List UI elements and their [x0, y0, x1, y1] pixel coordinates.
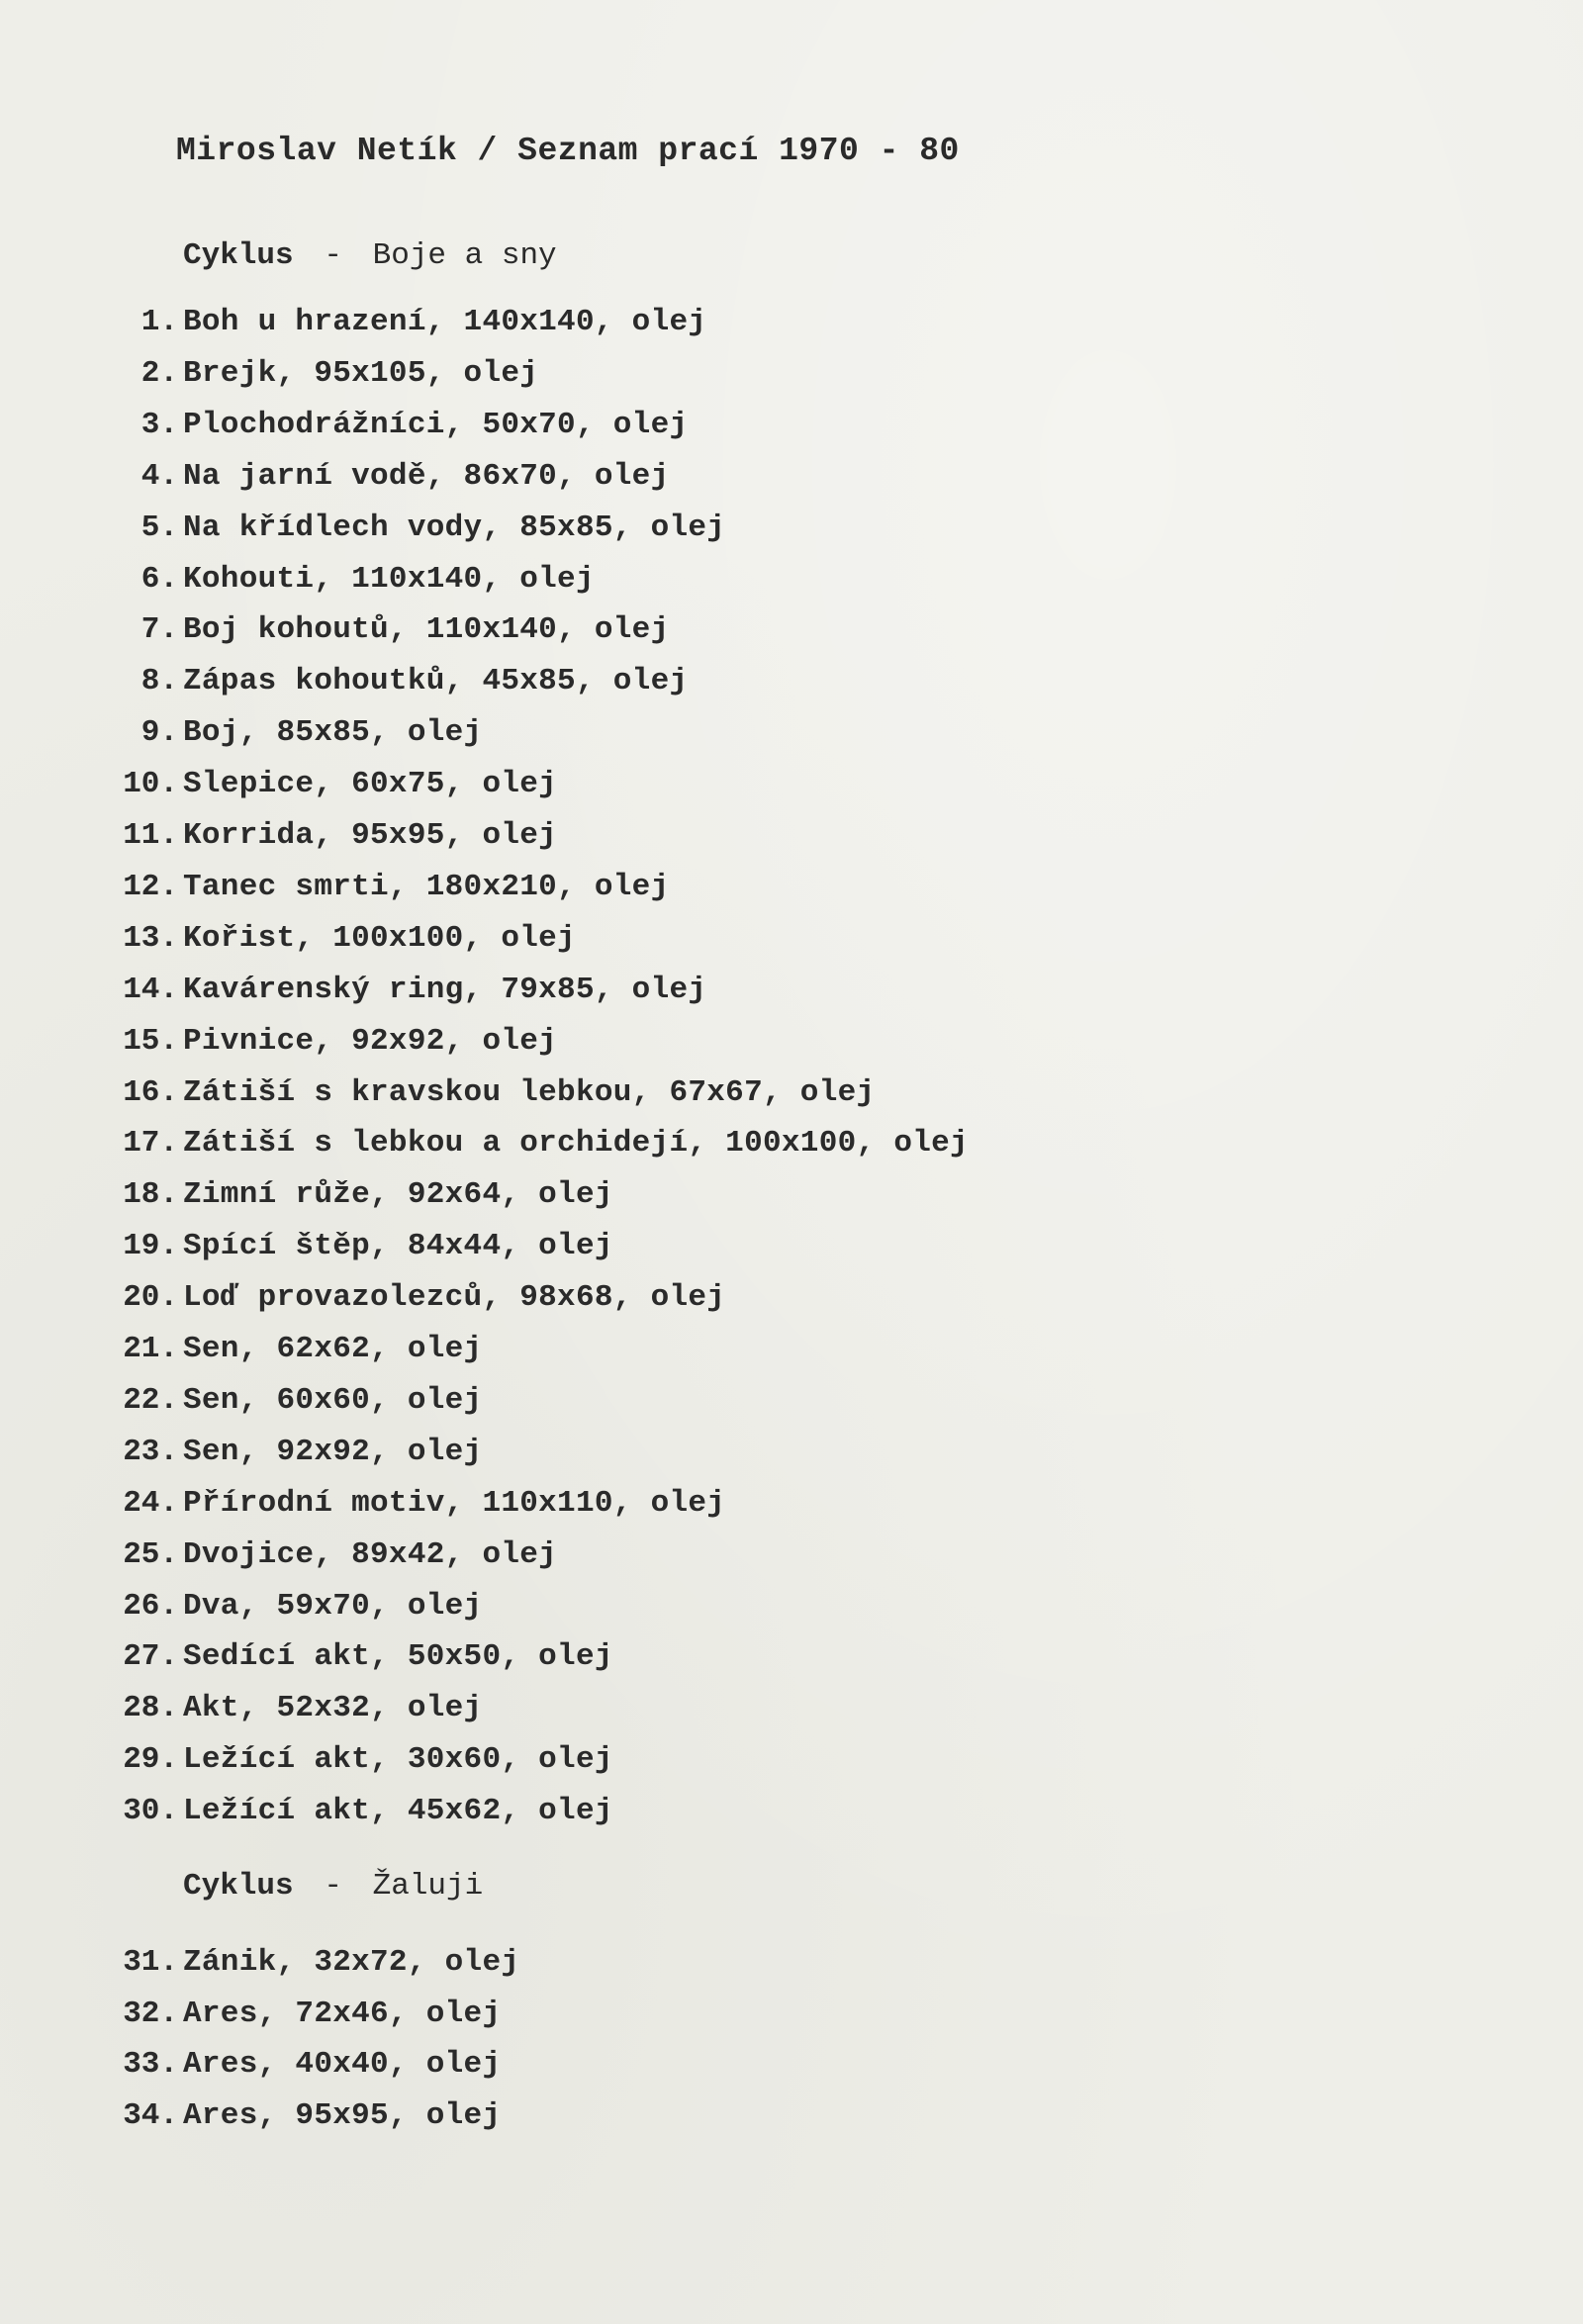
item-number: 16. [123, 1074, 178, 1110]
cycle-name: Žaluji [372, 1869, 484, 1904]
item-number: 34. [123, 2097, 178, 2133]
item-text: Boj, 85x85, olej [183, 715, 483, 751]
section-heading [183, 238, 557, 273]
item-text: Ares, 72x46, olej [183, 1996, 502, 2031]
item-text: Ares, 40x40, olej [183, 2047, 502, 2082]
cycle-separator: - [324, 1869, 342, 1904]
item-number: 32. [123, 1996, 178, 2031]
item-text: Kořist, 100x100, olej [183, 920, 576, 956]
item-number: 6. [140, 561, 178, 597]
item-text: Boh u hrazení, 140x140, olej [183, 305, 707, 339]
item-text: Kohouti, 110x140, olej [183, 561, 595, 597]
item-text: Dvojice, 89x42, olej [183, 1536, 558, 1572]
cycle-separator: - [324, 238, 342, 273]
item-number: 27. [123, 1639, 178, 1675]
item-text: Zánik, 32x72, olej [183, 1945, 520, 1980]
item-text: Zátiší s kravskou lebkou, 67x67, olej [183, 1074, 876, 1110]
item-number: 13. [123, 920, 178, 956]
section-heading [183, 1869, 483, 1904]
item-text: Sen, 92x92, olej [183, 1434, 483, 1469]
item-number: 10. [123, 767, 178, 802]
item-text: Brejk, 95x105, olej [183, 355, 539, 391]
item-text: Akt, 52x32, olej [183, 1691, 483, 1726]
item-number: 1. [140, 305, 178, 339]
item-number: 24. [123, 1485, 178, 1521]
item-number: 22. [123, 1382, 178, 1418]
item-number: 31. [123, 1945, 178, 1980]
item-text: Zimní růže, 92x64, olej [183, 1177, 613, 1213]
item-number: 26. [123, 1588, 178, 1624]
item-number: 18. [123, 1177, 178, 1213]
item-text: Sen, 60x60, olej [183, 1382, 483, 1418]
item-text: Ležící akt, 45x62, olej [183, 1794, 613, 1829]
item-text: Na jarní vodě, 86x70, olej [183, 458, 670, 494]
item-number: 7. [140, 612, 178, 648]
item-number: 15. [123, 1023, 178, 1059]
item-text: Slepice, 60x75, olej [183, 767, 558, 802]
item-number: 5. [140, 510, 178, 545]
item-text: Zápas kohoutků, 45x85, olej [183, 664, 689, 699]
item-text: Ares, 95x95, olej [183, 2097, 502, 2133]
item-text: Spící štěp, 84x44, olej [183, 1229, 613, 1264]
page-title: Miroslav Netík / Seznam prací 1970 - 80 [176, 133, 960, 169]
item-text: Korrida, 95x95, olej [183, 818, 558, 853]
item-number: 23. [123, 1434, 178, 1469]
item-number: 11. [123, 818, 178, 853]
item-number: 28. [123, 1691, 178, 1726]
item-number: 30. [123, 1794, 178, 1829]
item-text: Plochodrážníci, 50x70, olej [183, 407, 689, 442]
cycle-label: Cyklus [183, 238, 294, 273]
item-text: Na křídlech vody, 85x85, olej [183, 510, 726, 545]
item-text: Sen, 62x62, olej [183, 1332, 483, 1366]
item-number: 2. [140, 355, 178, 391]
item-text: Ležící akt, 30x60, olej [183, 1742, 613, 1778]
item-number: 12. [123, 869, 178, 904]
item-number: 17. [123, 1126, 178, 1162]
cycle-name: Boje a sny [372, 238, 557, 273]
item-number: 33. [123, 2047, 178, 2082]
item-text: Pivnice, 92x92, olej [183, 1023, 558, 1059]
item-number: 8. [140, 664, 178, 699]
item-number: 25. [123, 1536, 178, 1572]
item-number: 21. [123, 1332, 178, 1366]
item-number: 9. [140, 715, 178, 751]
item-text: Sedící akt, 50x50, olej [183, 1639, 613, 1675]
item-number: 4. [140, 458, 178, 494]
item-number: 3. [140, 407, 178, 442]
item-number: 29. [123, 1742, 178, 1778]
item-text: Loď provazolezců, 98x68, olej [183, 1280, 726, 1316]
item-text: Zátiší s lebkou a orchidejí, 100x100, olej [183, 1126, 969, 1162]
item-text: Boj kohoutů, 110x140, olej [183, 612, 670, 648]
item-text: Přírodní motiv, 110x110, olej [183, 1485, 726, 1521]
item-text: Tanec smrti, 180x210, olej [183, 869, 670, 904]
item-number: 14. [123, 972, 178, 1007]
cycle-label: Cyklus [183, 1869, 294, 1904]
item-text: Kavárenský ring, 79x85, olej [183, 972, 707, 1007]
item-number: 19. [123, 1229, 178, 1264]
item-number: 20. [123, 1280, 178, 1316]
item-text: Dva, 59x70, olej [183, 1588, 483, 1624]
